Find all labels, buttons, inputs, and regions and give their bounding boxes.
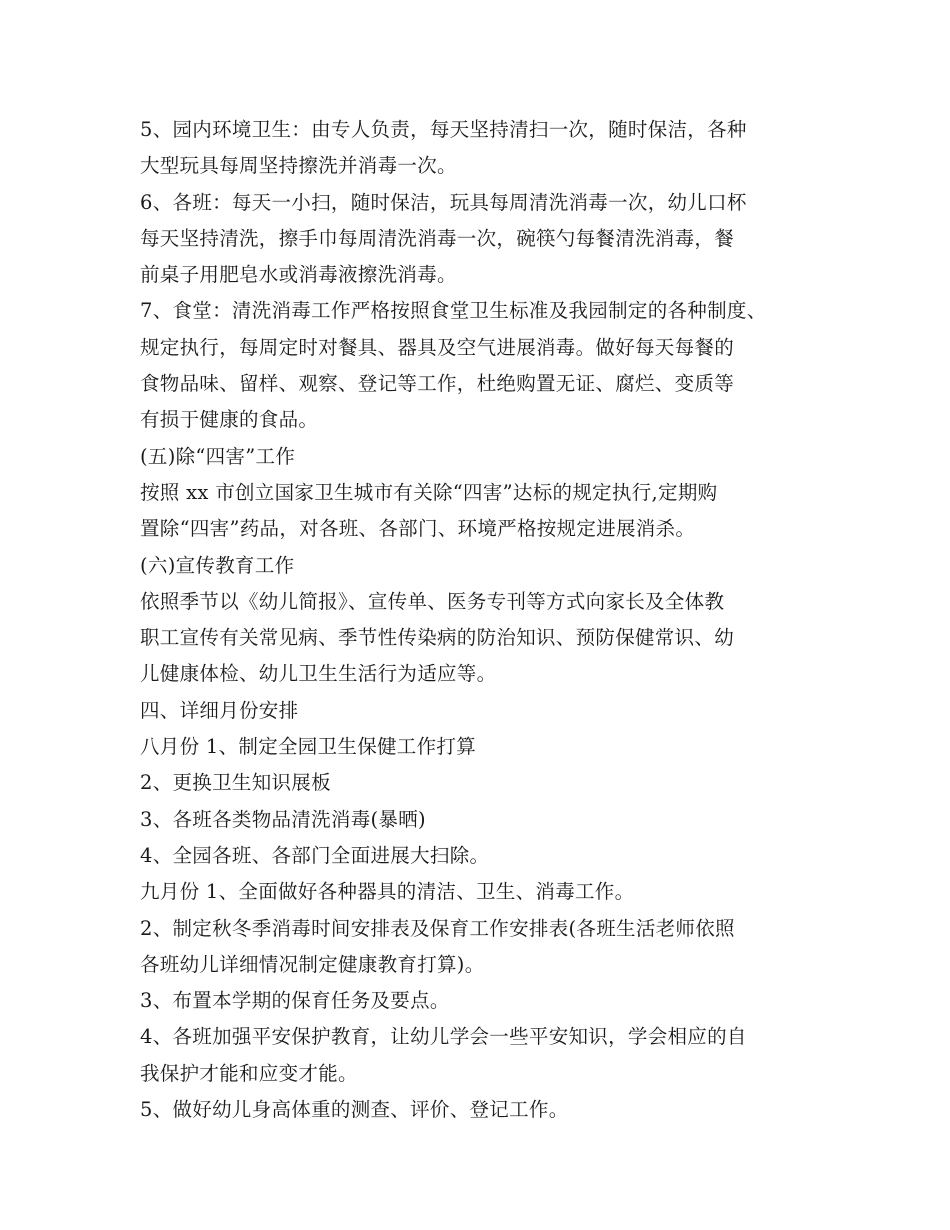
text-line: 4、各班加强平安保护教育，让幼儿学会一些平安知识，学会相应的自 bbox=[140, 1025, 747, 1049]
section-heading: (五)除“四害”工作 bbox=[140, 444, 296, 468]
text-line: 4、全园各班、各部门全面进展大扫除。 bbox=[140, 843, 490, 867]
text-line: 前桌子用肥皂水或消毒液擦洗消毒。 bbox=[140, 263, 457, 287]
text-line: 置除“四害”药品，对各班、各部门、环境严格按规定进展消杀。 bbox=[140, 517, 696, 541]
text-line: 我保护才能和应变才能。 bbox=[140, 1061, 358, 1085]
text-line: 5、园内环境卫生：由专人负责，每天坚持清扫一次，随时保洁，各种 bbox=[140, 118, 747, 141]
text-line: 儿健康体检、幼儿卫生生活行为适应等。 bbox=[140, 662, 497, 686]
text-line: 职工宣传有关常见病、季节性传染病的防治知识、预防保健常识、幼 bbox=[140, 626, 735, 650]
text-line: 2、制定秋冬季消毒时间安排表及保育工作安排表(各班生活老师依照 bbox=[140, 916, 735, 940]
text-line: 八月份 1、制定全园卫生保健工作打算 bbox=[140, 735, 477, 759]
text-line: 3、各班各类物品清洗消毒(暴晒) bbox=[140, 807, 426, 831]
text-line: 6、各班：每天一小扫，随时保洁，玩具每周清洗消毒一次，幼儿口杯 bbox=[140, 190, 747, 214]
text-line: 规定执行，每周定时对餐具、器具及空气进展消毒。做好每天每餐的 bbox=[140, 335, 735, 359]
text-line: 食物品味、留样、观察、登记等工作，杜绝购置无证、腐烂、变质等 bbox=[140, 372, 735, 396]
text-line: 5、做好幼儿身高体重的测查、评价、登记工作。 bbox=[140, 1098, 569, 1122]
text-line: 各班幼儿详细情况制定健康教育打算)。 bbox=[140, 952, 485, 976]
document-body bbox=[140, 112, 830, 1128]
section-heading: (六)宣传教育工作 bbox=[140, 553, 295, 577]
text-line: 7、食堂：清洗消毒工作严格按照食堂卫生标准及我园制定的各种制度、 bbox=[140, 299, 767, 323]
text-line: 每天坚持清洗，擦手巾每周清洗消毒一次，碗筷勺每餐清洗消毒，餐 bbox=[140, 226, 735, 250]
text-line: 2、更换卫生知识展板 bbox=[140, 771, 331, 795]
text-line: 九月份 1、全面做好各种器具的清洁、卫生、消毒工作。 bbox=[140, 880, 635, 904]
text-line: 3、布置本学期的保育任务及要点。 bbox=[140, 989, 450, 1013]
text-line: 依照季节以《幼儿简报》、宣传单、医务专刊等方式向家长及全体教 bbox=[140, 589, 725, 613]
text-line: 大型玩具每周坚持擦洗并消毒一次。 bbox=[140, 154, 457, 178]
text-line: 按照 xx 市创立国家卫生城市有关除“四害”达标的规定执行,定期购 bbox=[140, 480, 718, 504]
text-line: 有损于健康的食品。 bbox=[140, 408, 319, 432]
section-heading: 四、详细月份安排 bbox=[140, 698, 299, 722]
